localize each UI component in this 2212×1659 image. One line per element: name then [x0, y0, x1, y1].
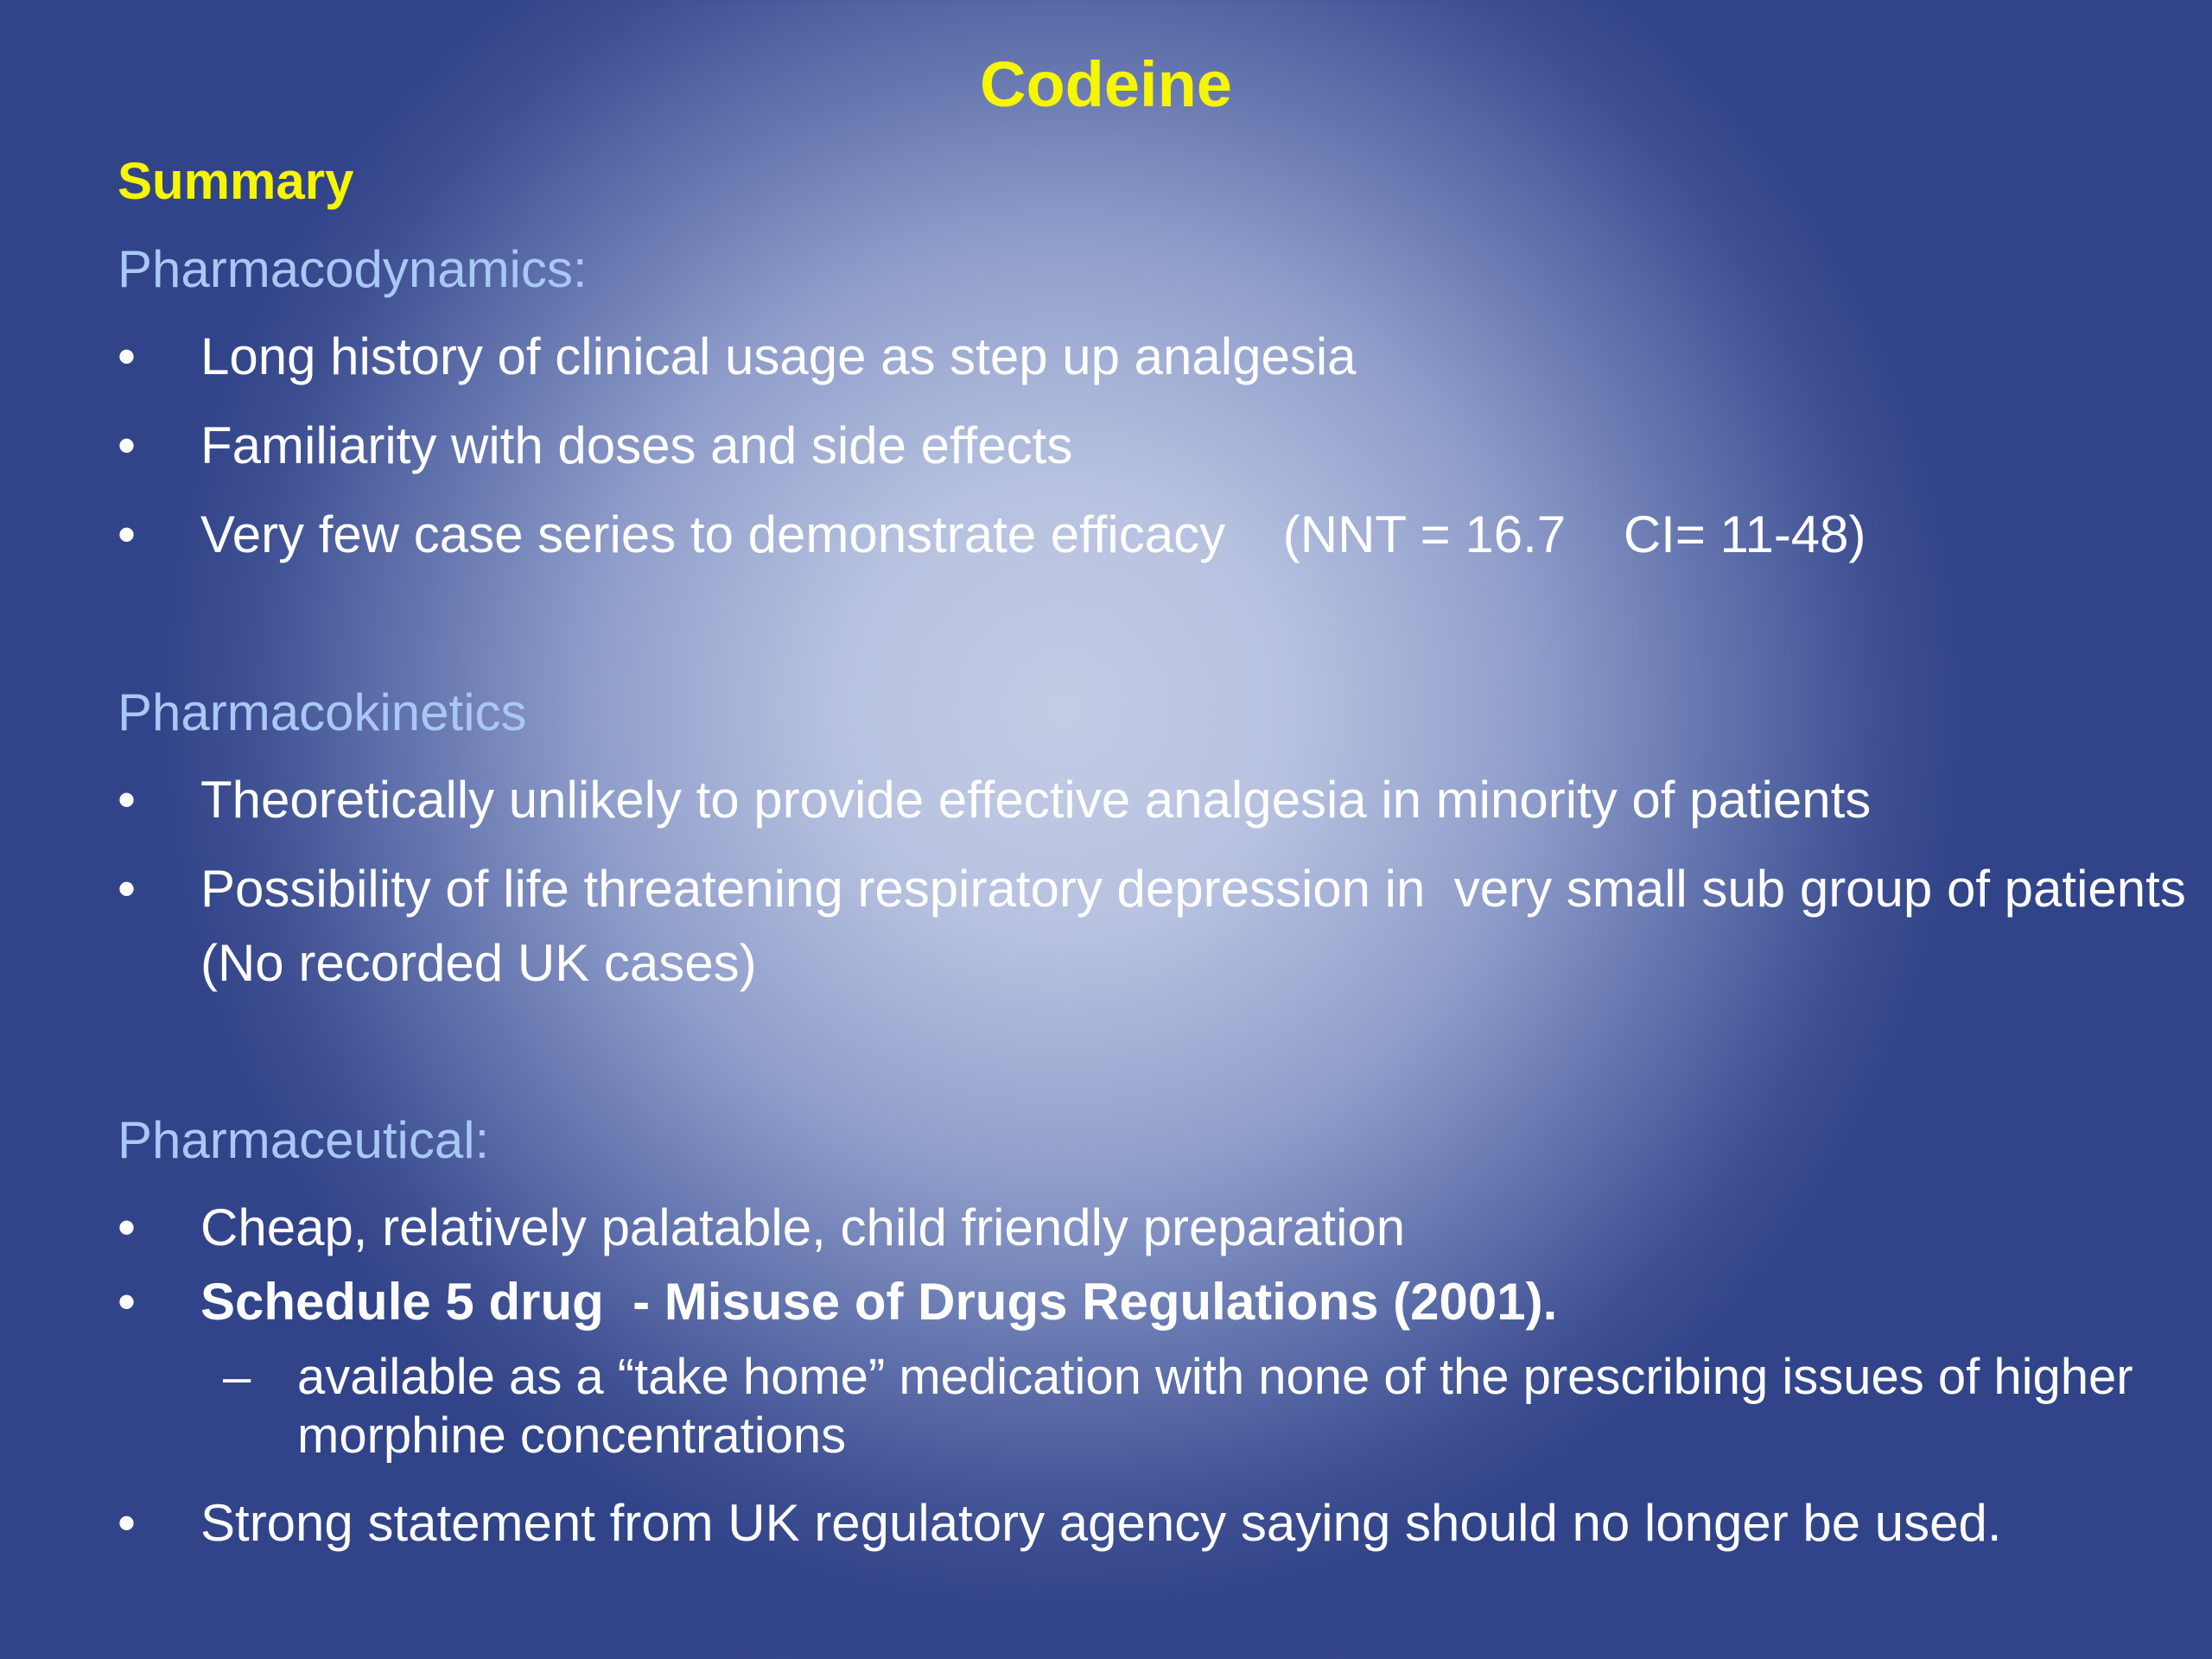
bullet-text: Long history of clinical usage as step up analgesia	[200, 327, 1357, 385]
section-heading-pharmacokinetics: Pharmacokinetics	[118, 683, 527, 741]
slide-title: Codeine	[980, 48, 1232, 120]
bullet-text: Cheap, relatively palatable, child friendly preparation	[200, 1198, 1406, 1256]
bullet-text: Theoretically unlikely to provide effective analgesia in minority of patients	[200, 771, 1872, 829]
bullet-icon: •	[118, 505, 137, 563]
bullet-text: Strong statement from UK regulatory agency saying should no longer be used.	[200, 1494, 2002, 1552]
bullet-icon: •	[118, 771, 137, 829]
summary-heading: Summary	[118, 152, 354, 210]
bullet-icon: •	[118, 1494, 137, 1552]
bullet-icon: •	[118, 860, 137, 918]
bullet-icon: •	[118, 1273, 137, 1331]
section-heading-pharmaceutical: Pharmaceutical:	[118, 1111, 490, 1169]
bullet-icon: •	[118, 1198, 137, 1256]
section-heading-pharmacodynamics: Pharmacodynamics:	[118, 240, 588, 298]
bullet-text: Schedule 5 drug - Misuse of Drugs Regulations (2001).	[200, 1273, 1558, 1331]
sub-bullet-text: available as a “take home” medication with none of the prescribing issues of higher morphine concentrations	[297, 1349, 2133, 1464]
bullet-icon: •	[118, 327, 137, 385]
dash-icon: –	[223, 1349, 251, 1405]
bullet-icon: •	[118, 416, 137, 474]
bullet-text: Possibility of life threatening respiratory depression in very small sub group of patients (No recorded UK cases)	[200, 860, 2201, 992]
bullet-text: Familiarity with doses and side effects	[200, 416, 1073, 474]
bullet-text: Very few case series to demonstrate efficacy (NNT = 16.7 CI= 11-48)	[200, 505, 1866, 563]
